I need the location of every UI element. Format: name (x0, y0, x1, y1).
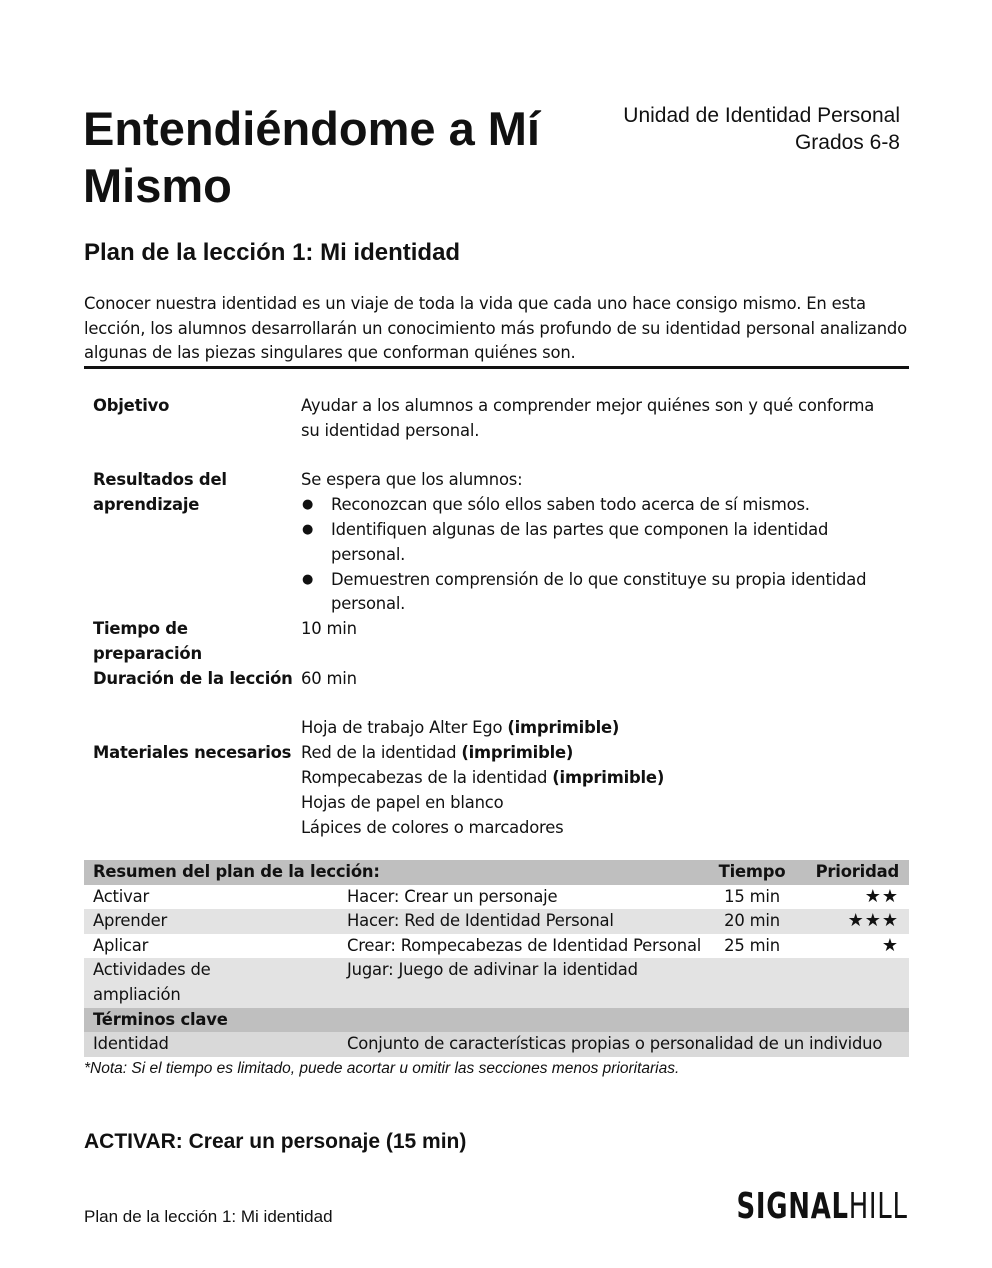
table-row (84, 958, 909, 1007)
outcome-item: ● Demuestren comprensión de lo que constituye su propia identidad personal. (331, 568, 893, 618)
intro-paragraph: Conocer nuestra identidad es un viaje de toda la vida que cada uno hace consigo mismo. En esta lección, los alumnos desarrollarán un conocimiento más profundo de su identidad personal analizando algunas de las piezas singulares que conforman quiénes son. (84, 294, 907, 362)
table-row (84, 1032, 909, 1057)
printable-tag: (imprimible) (552, 767, 665, 787)
footer-text: Plan de la lección 1: Mi identidad (84, 1207, 333, 1226)
materials-list (301, 716, 893, 840)
material-item: Red de la identidad (imprimible) (301, 743, 574, 763)
stage-cell: Aplicar (84, 934, 338, 959)
material-item: Lápices de colores o marcadores (301, 817, 564, 837)
time-cell: 20 min (705, 909, 790, 934)
table-row (84, 885, 909, 910)
definition-cell: Conjunto de características propias o personalidad de un individuo (338, 1032, 909, 1057)
objective-row (93, 394, 893, 444)
priority-header: Prioridad (790, 860, 909, 885)
outcomes-row (93, 468, 893, 617)
table-row (84, 934, 909, 959)
unit-info (623, 102, 900, 156)
duration-row (93, 667, 893, 692)
material-item: Hojas de papel en blanco (301, 792, 504, 812)
prep-row (93, 617, 893, 667)
materials-label: Materiales necesarios (93, 743, 292, 763)
stage-cell: Activar (84, 885, 338, 910)
prep-label: Tiempo de preparación (93, 619, 202, 663)
material-item: Hoja de trabajo Alter Ego (imprimible) (301, 718, 620, 738)
priority-note: *Nota: Si el tiempo es limitado, puede acortar u omitir las secciones menos prioritarias. (84, 1060, 680, 1077)
materials-row (93, 716, 893, 840)
printable-tag: (imprimible) (507, 718, 620, 738)
material-item: Rompecabezas de la identidad (imprimible) (301, 767, 665, 787)
time-cell (705, 958, 790, 1007)
document-title: Entendiéndome a Mí Mismo (83, 102, 540, 212)
time-cell: 25 min (705, 934, 790, 959)
stage-cell: Aprender (84, 909, 338, 934)
outcomes-intro: Se espera que los alumnos: (301, 470, 523, 490)
time-header: Tiempo (705, 860, 790, 885)
duration-value: 60 min (301, 668, 357, 688)
activity-cell: Jugar: Juego de adivinar la identidad (338, 958, 705, 1007)
lesson-heading: Plan de la lección 1: Mi identidad (84, 239, 461, 266)
priority-stars (790, 958, 909, 1007)
key-terms-header-row (84, 1008, 909, 1033)
table-row (84, 909, 909, 934)
priority-stars: ★★★ (790, 909, 909, 934)
summary-header-row (84, 860, 909, 885)
divider (84, 366, 909, 369)
outcome-item: ● Reconozcan que sólo ellos saben todo acerca de sí mismos. (331, 493, 893, 518)
outcomes-list (301, 493, 893, 617)
priority-stars: ★ (790, 934, 909, 959)
lesson-summary-table (84, 860, 909, 1057)
activity-cell: Hacer: Red de Identidad Personal (338, 909, 705, 934)
time-cell: 15 min (705, 885, 790, 910)
unit-name: Unidad de Identidad Personal (623, 104, 900, 127)
duration-label: Duración de la lección (93, 668, 293, 688)
objective-text: Ayudar a los alumnos a comprender mejor quiénes son y qué conforma su identidad personal. (301, 396, 875, 440)
grade-range: Grados 6-8 (794, 131, 900, 154)
signal-hill-logo: SIGNALHILL (736, 1186, 908, 1227)
summary-header: Resumen del plan de la lección: (84, 860, 705, 885)
stage-cell: Actividades de ampliación (84, 958, 338, 1007)
outcomes-label: Resultados del aprendizaje (93, 470, 227, 515)
term-cell: Identidad (84, 1032, 338, 1057)
activity-cell: Hacer: Crear un personaje (338, 885, 705, 910)
objective-label: Objetivo (93, 396, 170, 415)
prep-time: 10 min (301, 619, 357, 639)
lesson-info (93, 394, 893, 840)
priority-stars: ★★ (790, 885, 909, 910)
activate-heading: ACTIVAR: Crear un personaje (15 min) (84, 1130, 467, 1153)
activity-cell: Crear: Rompecabezas de Identidad Personal (338, 934, 705, 959)
printable-tag: (imprimible) (461, 743, 574, 763)
key-terms-header: Términos clave (84, 1008, 909, 1033)
outcome-item: ● Identifiquen algunas de las partes que componen la identidad personal. (331, 518, 893, 568)
